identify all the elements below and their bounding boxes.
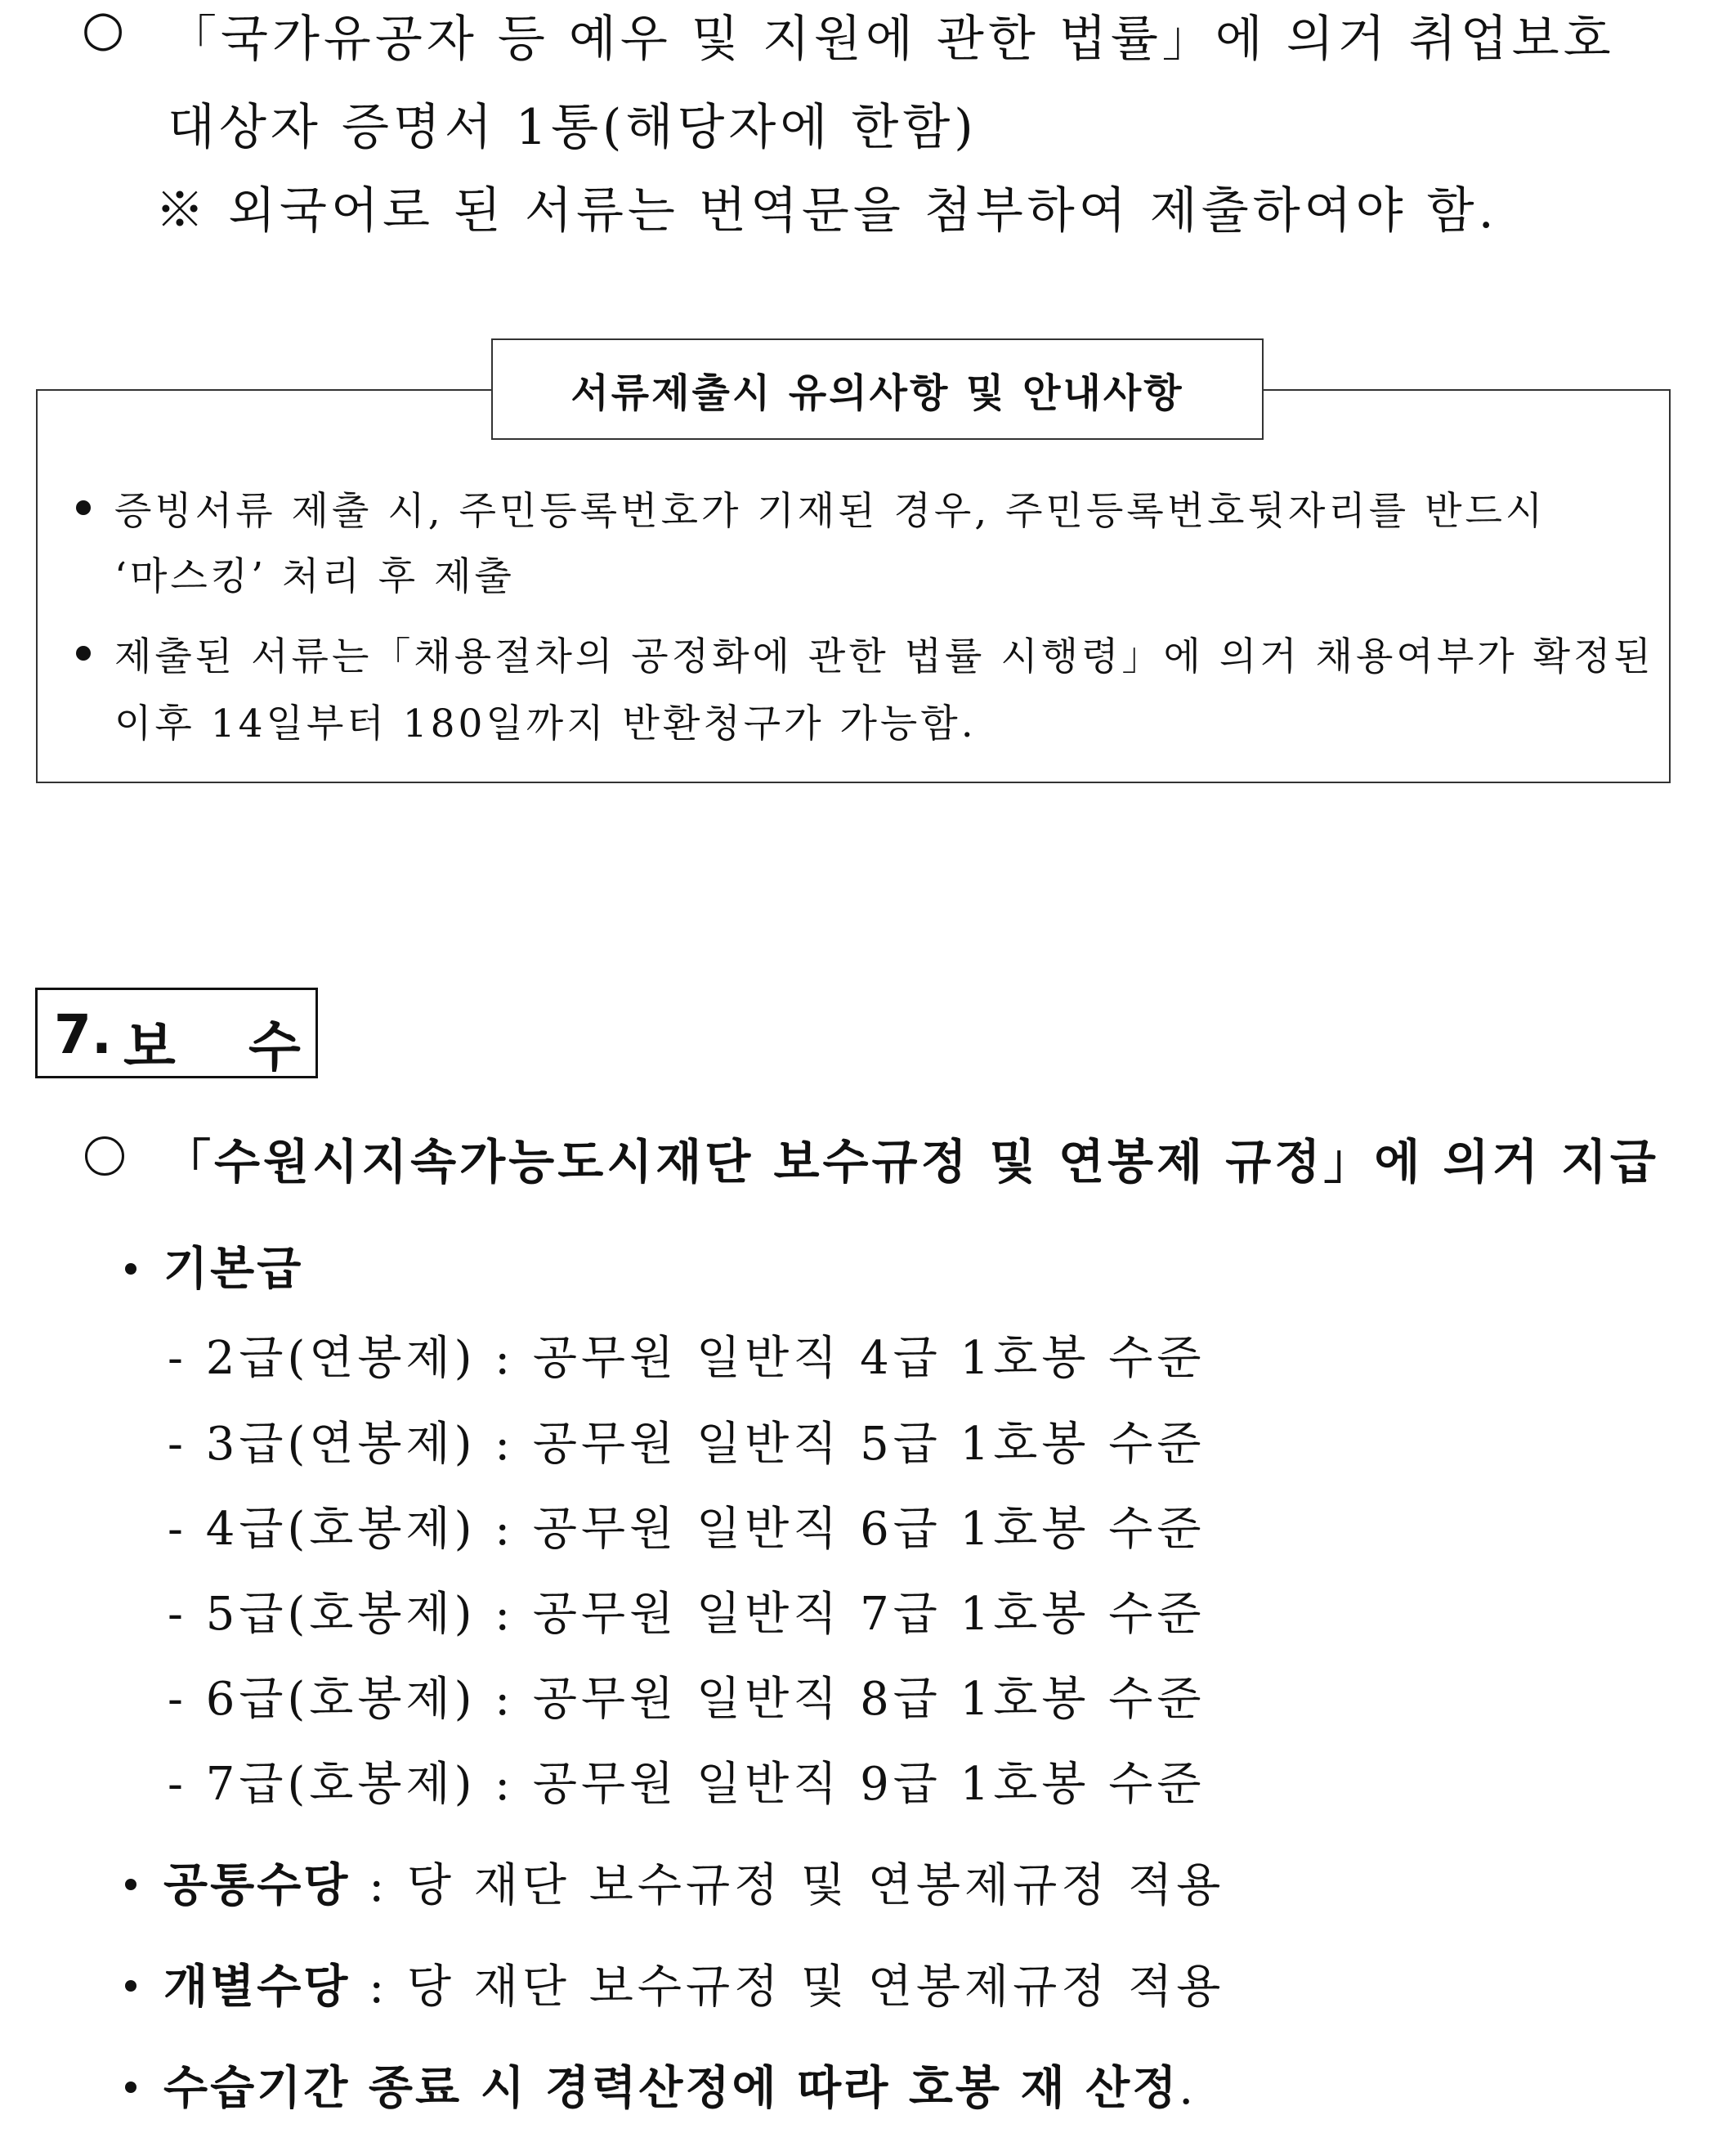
grade-line: - 7급(호봉제) : 공무원 일반직 9급 1호봉 수준 [168, 1758, 1206, 1811]
notice-bullet-2 [76, 646, 91, 661]
grade-line: - 5급(호봉제) : 공무원 일반직 7급 1호봉 수준 [168, 1588, 1206, 1641]
base-pay-bullet [125, 1263, 136, 1275]
probation-row [163, 2052, 1197, 2117]
grade-line: - 4급(호봉제) : 공무원 일반직 6급 1호봉 수준 [168, 1503, 1206, 1556]
grade-line: - 6급(호봉제) : 공무원 일반직 8급 1호봉 수준 [168, 1673, 1206, 1726]
individual-allowance-text: : 당 재단 보수규정 및 연봉제규정 적용 [350, 1961, 1225, 2014]
notice-title-text: 서류제출시 유의사항 및 안내사항 [570, 370, 1184, 416]
common-allowance-label: 공통수당 [163, 1859, 351, 1912]
basis-circle-icon [85, 1136, 124, 1176]
notice-title [491, 338, 1264, 440]
section-number: 7. [54, 1003, 112, 1066]
section-title-part1: 보 [123, 1015, 176, 1078]
top-item-line1: 「국가유공자 등 예우 및 지원에 관한 법률」에 의거 취업보호 [168, 11, 1615, 68]
probation-text: 수습기간 종료 시 경력산정에 따라 호봉 재 산정 [163, 2062, 1179, 2115]
notice-item-1-line1: 증빙서류 제출 시, 주민등록번호가 기재된 경우, 주민등록번호뒷자리를 반드시 [114, 489, 1546, 534]
section-title-part2: 수 [248, 1015, 301, 1078]
pay-basis: 「수원시지속가능도시재단 보수규정 및 연봉제 규정」에 의거 지급 [163, 1134, 1659, 1190]
probation-bullet [125, 2082, 136, 2093]
individual-allowance-bullet [125, 1980, 136, 1992]
top-item-marker: ○ [82, 0, 129, 57]
foreign-docs-note: ※ 외국어로 된 서류는 번역문을 첨부하여 제출하여야 함. [155, 182, 1498, 240]
notice-bullet-1 [76, 500, 91, 515]
notice-item-1-line2: ‘마스킹’ 처리 후 제출 [114, 554, 515, 599]
grade-line: - 3급(연봉제) : 공무원 일반직 5급 1호봉 수준 [168, 1418, 1206, 1471]
common-allowance-row [163, 1849, 1224, 1915]
base-pay-label: 기본급 [163, 1243, 304, 1296]
section-heading [35, 988, 318, 1078]
probation-period: . [1179, 2062, 1198, 2115]
individual-allowance-row [163, 1951, 1224, 2016]
top-item-line2: 대상자 증명서 1통(해당자에 한함) [168, 99, 978, 156]
common-allowance-text: : 당 재단 보수규정 및 연봉제규정 적용 [350, 1859, 1225, 1912]
individual-allowance-label: 개별수당 [163, 1961, 351, 2014]
notice-item-2-line1: 제출된 서류는「채용절차의 공정화에 관한 법률 시행령」에 의거 채용여부가 확정된 [114, 634, 1654, 679]
common-allowance-bullet [125, 1879, 136, 1890]
grade-line: - 2급(연봉제) : 공무원 일반직 4급 1호봉 수준 [168, 1332, 1206, 1385]
notice-item-2-line2: 이후 14일부터 180일까지 반환청구가 가능함. [114, 701, 977, 746]
